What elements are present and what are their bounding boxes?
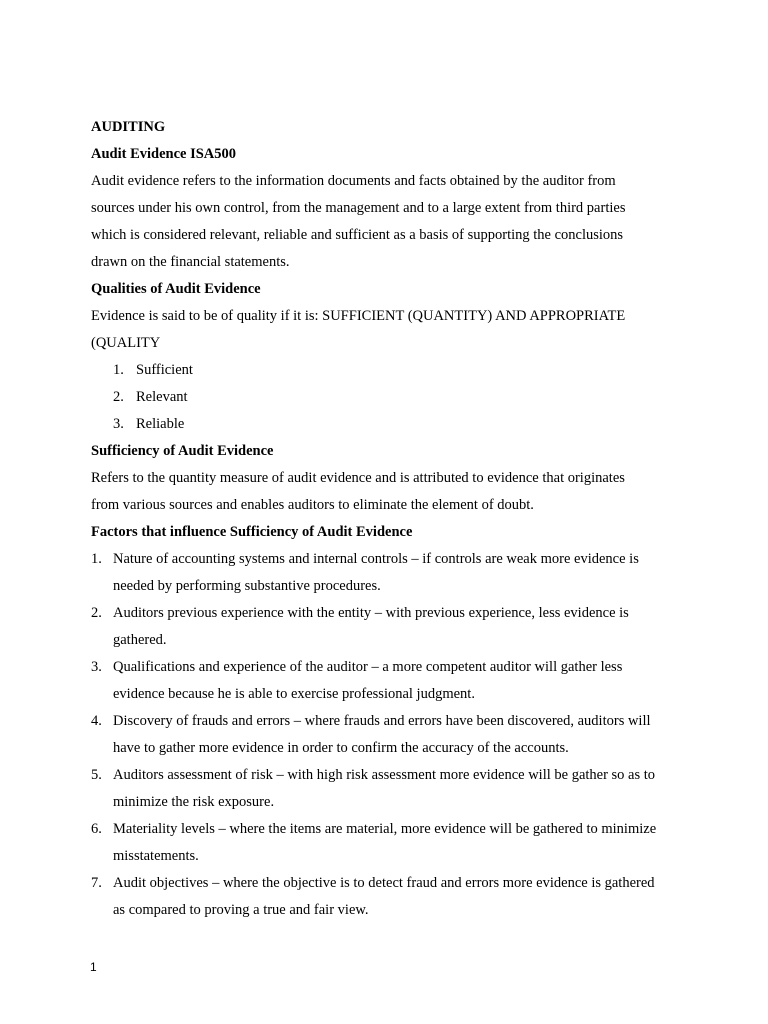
page-number: 1 xyxy=(90,960,97,974)
list-item xyxy=(91,870,703,924)
paragraph-line: from various sources and enables auditors to eliminate the element of doubt. xyxy=(91,497,534,513)
list-line: Auditors previous experience with the entity – with previous experience, less evidence is xyxy=(113,605,629,621)
list-item xyxy=(91,600,703,654)
section-heading-factors: Factors that influence Sufficiency of Audit Evidence xyxy=(91,524,413,540)
document-title: AUDITING xyxy=(91,119,166,135)
list-line: Qualifications and experience of the auditor – a more competent auditor will gather less xyxy=(113,659,623,675)
document-page xyxy=(91,114,691,924)
list-text: Relevant xyxy=(136,389,188,405)
list-item xyxy=(91,708,703,762)
list-number: 1. xyxy=(91,551,102,567)
list-line: needed by performing substantive procedures. xyxy=(113,578,381,594)
section-heading-sufficiency: Sufficiency of Audit Evidence xyxy=(91,443,274,459)
list-item xyxy=(91,384,691,411)
paragraph-line: drawn on the financial statements. xyxy=(91,254,290,270)
list-text: Reliable xyxy=(136,416,185,432)
qualities-paragraph xyxy=(91,303,691,357)
sufficiency-paragraph xyxy=(91,465,691,519)
list-line: minimize the risk exposure. xyxy=(113,794,275,810)
list-number: 7. xyxy=(91,875,102,891)
paragraph-line: Evidence is said to be of quality if it is: SUFFICIENT (QUANTITY) AND APPROPRIATE xyxy=(91,308,626,324)
list-number: 3. xyxy=(113,416,124,432)
list-number: 4. xyxy=(91,713,102,729)
paragraph-line: Audit evidence refers to the information documents and facts obtained by the auditor from xyxy=(91,173,616,189)
list-item xyxy=(91,546,703,600)
list-line: Nature of accounting systems and internal controls – if controls are weak more evidence is xyxy=(113,551,639,567)
list-item xyxy=(91,762,703,816)
qualities-list xyxy=(91,357,691,438)
list-text: Sufficient xyxy=(136,362,193,378)
list-number: 2. xyxy=(91,605,102,621)
list-line: have to gather more evidence in order to confirm the accuracy of the accounts. xyxy=(113,740,569,756)
list-line: misstatements. xyxy=(113,848,199,864)
list-line: Auditors assessment of risk – with high risk assessment more evidence will be gather so as to xyxy=(113,767,656,783)
list-line: as compared to proving a true and fair view. xyxy=(113,902,369,918)
factors-list xyxy=(91,546,691,924)
list-number: 1. xyxy=(113,362,124,378)
paragraph-line: which is considered relevant, reliable and sufficient as a basis of supporting the conclusions xyxy=(91,227,624,243)
list-number: 5. xyxy=(91,767,102,783)
list-number: 2. xyxy=(113,389,124,405)
list-line: Audit objectives – where the objective is to detect fraud and errors more evidence is gathered xyxy=(113,875,655,891)
list-line: gathered. xyxy=(113,632,167,648)
list-number: 6. xyxy=(91,821,102,837)
list-number: 3. xyxy=(91,659,102,675)
list-line: evidence because he is able to exercise professional judgment. xyxy=(113,686,475,702)
paragraph-line: Refers to the quantity measure of audit evidence and is attributed to evidence that originates xyxy=(91,470,625,486)
section-heading-qualities: Qualities of Audit Evidence xyxy=(91,281,261,297)
paragraph-line: (QUALITY xyxy=(91,335,161,351)
list-line: Discovery of frauds and errors – where frauds and errors have been discovered, auditors will xyxy=(113,713,651,729)
section-heading-audit-evidence: Audit Evidence ISA500 xyxy=(91,146,237,162)
list-line: Materiality levels – where the items are material, more evidence will be gathered to minimize xyxy=(113,821,657,837)
list-item xyxy=(91,816,703,870)
paragraph-line: sources under his own control, from the management and to a large extent from third parties xyxy=(91,200,626,216)
list-item xyxy=(91,654,703,708)
list-item xyxy=(91,411,691,438)
intro-paragraph xyxy=(91,168,691,276)
list-item xyxy=(91,357,691,384)
